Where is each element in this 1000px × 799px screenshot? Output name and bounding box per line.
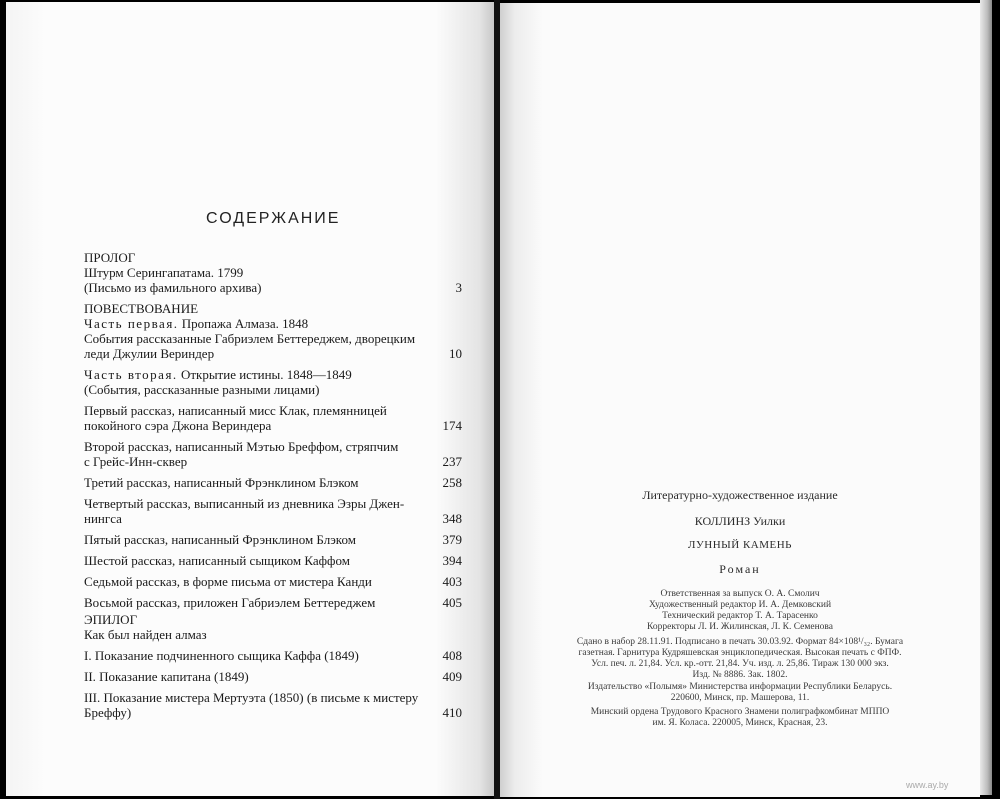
toc-page-number: 410 — [442, 705, 462, 720]
author-name: КОЛЛИНЗ Уилки — [694, 514, 786, 528]
print-details — [500, 637, 980, 681]
toc-page-number: 237 — [442, 454, 462, 469]
toc-title: СОДЕРЖАНИЕ — [206, 210, 341, 227]
toc-page-number: 174 — [442, 418, 462, 433]
left-page — [6, 2, 494, 796]
toc-section-prolog: ПРОЛОГ — [84, 250, 136, 265]
credit-line: Художественный редактор И. А. Демковский — [648, 600, 832, 610]
toc-entry — [84, 331, 462, 361]
toc-entry-text: Восьмой рассказ, приложен Габриэлем Беттереджем — [84, 595, 376, 610]
toc-entry-line: Бреффу) — [84, 705, 132, 720]
toc-entry — [84, 532, 462, 547]
toc-entry — [84, 690, 462, 720]
toc-entry-line: нингса — [84, 511, 122, 526]
table-of-contents — [84, 250, 462, 726]
toc-entry-text: I. Показание подчиненного сыщика Каффа (1849) — [84, 648, 359, 663]
toc-section-povestvovanie: ПОВЕСТВОВАНИЕ — [84, 301, 199, 316]
toc-entry — [84, 574, 462, 589]
toc-page-number: 394 — [442, 553, 462, 568]
toc-entry-text — [84, 496, 432, 526]
print-line: Усл. печ. л. 21,84. Усл. кр.-отт. 21,84. Уч. изд. л. 25,86. Тираж 130 000 экз. — [591, 659, 889, 669]
toc-entry-line: с Грейс-Инн-сквер — [84, 454, 188, 469]
toc-entry — [84, 475, 462, 490]
right-page — [500, 3, 980, 797]
toc-entry-line: Четвертый рассказ, выписанный из дневника Эзры Джен- — [84, 496, 405, 511]
toc-entry-text: Пятый рассказ, написанный Фрэнклином Блэком — [84, 532, 356, 547]
credit-line: Технический редактор Т. А. Тарасенко — [662, 611, 818, 621]
toc-entry-line: леди Джулии Вериндер — [84, 346, 215, 361]
print-line: Сдано в набор 28.11.91. Подписано в печать 30.03.92. Формат 84×108¹/₃₂. Бумага — [576, 637, 904, 647]
toc-entry-line: Второй рассказ, написанный Мэтью Бреффом, стряпчим — [84, 439, 399, 454]
watermark: www.ay.by — [906, 780, 949, 790]
toc-entry-line: События рассказанные Габриэлем Беттереджем, дворецким — [84, 331, 416, 346]
print-line: Изд. № 8886. Зак. 1802. — [692, 670, 788, 680]
print-line: газетная. Гарнитура Кудряшевская энциклопедическая. Высокая печать с ФПФ. — [578, 648, 902, 658]
toc-part-label: Часть вторая. — [84, 367, 178, 382]
toc-entry-line: III. Показание мистера Мертуэта (1850) (в письме к мистеру — [84, 690, 419, 705]
toc-section-epilog: ЭПИЛОГ — [84, 612, 138, 627]
credit-line: Ответственная за выпуск О. А. Смолич — [660, 589, 820, 599]
toc-entry-text — [84, 331, 432, 361]
toc-entry — [84, 439, 462, 469]
book-genre: Роман — [719, 562, 761, 576]
toc-entry-text: II. Показание капитана (1849) — [84, 669, 249, 684]
toc-page-number: 258 — [442, 475, 462, 490]
printer-line: им. Я. Коласа. 220005, Минск, Красная, 23. — [652, 718, 828, 728]
publisher-line: Издательство «Полымя» Министерства информации Республики Беларусь. — [587, 682, 893, 692]
toc-entry — [84, 553, 462, 568]
toc-entry-line: покойного сэра Джона Вериндера — [84, 418, 272, 433]
toc-entry-text: Третий рассказ, написанный Фрэнклином Блэком — [84, 475, 359, 490]
toc-page-number: 405 — [442, 595, 462, 610]
toc-entry — [84, 496, 462, 526]
toc-entry — [84, 403, 462, 433]
toc-part-heading — [84, 316, 462, 331]
toc-part-label: Часть первая. — [84, 316, 179, 331]
toc-page-number: 409 — [442, 669, 462, 684]
toc-entry — [84, 669, 462, 684]
toc-page-number: 10 — [449, 346, 462, 361]
page-edge — [980, 0, 992, 795]
toc-line: Штурм Серингапатама. 1799 — [84, 265, 244, 280]
toc-part-title: Пропажа Алмаза. 1848 — [178, 316, 309, 331]
book-title: ЛУННЫЙ КАМЕНЬ — [688, 539, 792, 551]
toc-entry-text: (Письмо из фамильного архива) — [84, 280, 262, 295]
publisher-line: 220600, Минск, пр. Машерова, 11. — [670, 693, 810, 703]
toc-line: Как был найден алмаз — [84, 627, 207, 642]
publisher-info — [500, 682, 980, 704]
toc-entry-text: Шестой рассказ, написанный сыщиком Каффом — [84, 553, 350, 568]
toc-entry-line: Первый рассказ, написанный мисс Клак, племянницей — [84, 403, 387, 418]
toc-page-number: 408 — [442, 648, 462, 663]
toc-entry — [84, 648, 462, 663]
toc-entry-text: Седьмой рассказ, в форме письма от мистера Канди — [84, 574, 372, 589]
toc-entry-text — [84, 690, 432, 720]
toc-entry-text — [84, 439, 432, 469]
toc-part-title: Открытие истины. 1848—1849 — [177, 367, 352, 382]
toc-page-number: 403 — [442, 574, 462, 589]
toc-part-heading — [84, 367, 462, 382]
toc-page-number: 3 — [455, 280, 462, 295]
toc-entry — [84, 595, 462, 610]
toc-entry-text — [84, 403, 432, 433]
printer-line: Минский ордена Трудового Красного Знамени полиграфкомбинат МППО — [590, 707, 890, 717]
toc-page-number: 379 — [442, 532, 462, 547]
edition-type: Литературно-художественное издание — [642, 488, 838, 502]
credit-line: Корректоры Л. И. Жилинская, Л. К. Семенова — [646, 622, 834, 632]
printer-info — [500, 707, 980, 729]
toc-entry — [84, 280, 462, 295]
toc-page-number: 348 — [442, 511, 462, 526]
credits — [500, 589, 980, 633]
toc-line: (События, рассказанные разными лицами) — [84, 382, 320, 397]
